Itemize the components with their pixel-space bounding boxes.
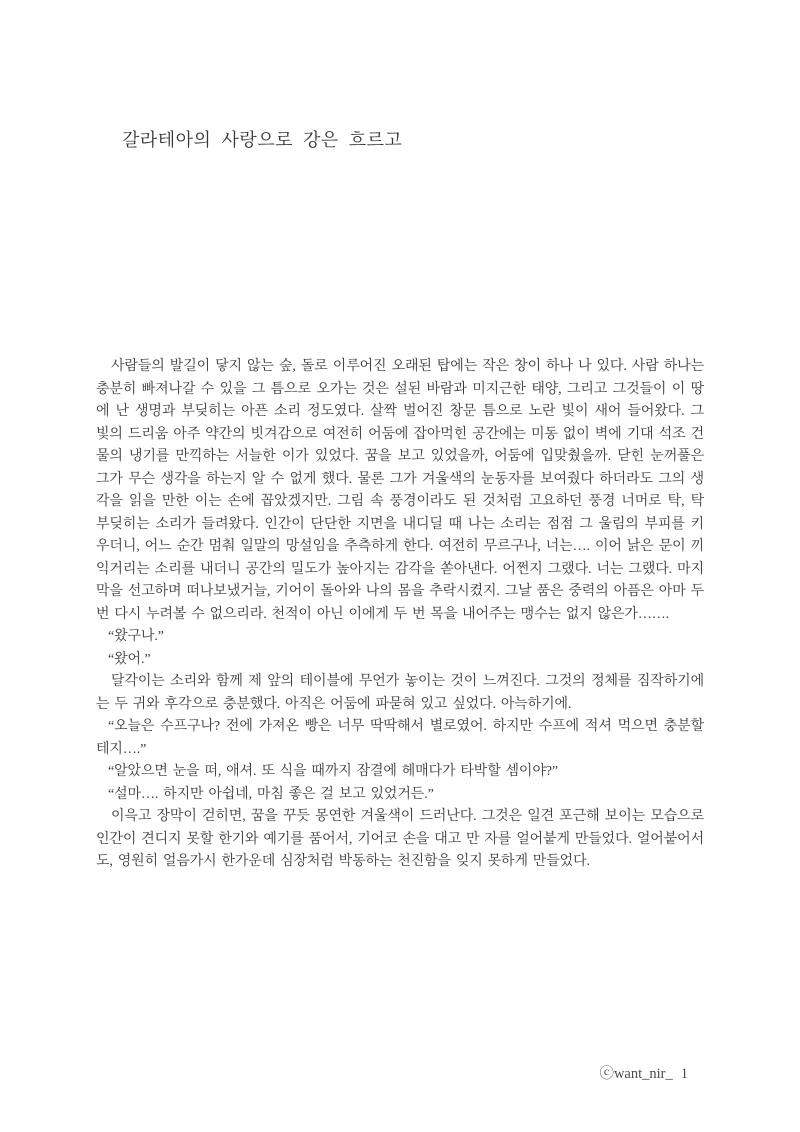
- page-number: 1: [680, 1066, 688, 1082]
- paragraph-narration: 달각이는 소리와 함께 제 앞의 테이블에 무언가 놓이는 것이 느껴진다. 그것의 정체를 짐작하기에는 두 귀와 후각으로 충분했다. 아직은 어둠에 파묻혀 있고 싶었다. 아늑하기에.: [96, 674, 704, 712]
- author-credit: ⓒwant_nir_: [599, 1066, 673, 1082]
- dialogue-line: “오늘은 수프구나? 전에 가져온 빵은 너무 딱딱해서 별로였어. 하지만 수프에 적셔 먹으면 충분할 테지….”: [96, 719, 704, 757]
- story-body: [96, 356, 704, 874]
- paragraph-narration: 사람들의 발길이 닿지 않는 숲, 돌로 이루어진 오래된 탑에는 작은 창이 하나 나 있다. 사람 하나는 충분히 빠져나갈 수 있을 그 틈으로 오가는 것은 설된 바람과 미지근한 태양, 그리고 그것들이 이 땅에 난 생명과 부딪히는 아픈 소리 정도였다. 살짝 벌어진 창문 틈으로 노란 빛이 새어 들어왔다. 그 빛의 드리움 아주 약간의 빗겨감으로 여전히 어둠에 잡아먹힌 공간에는 미동 없이 벽에 기대 석조 건물의 냉기를 만끽하는 서늘한 이가 있었다. 꿈을 보고 있었을까, 어둠에 입맞췄을까. 닫힌 눈꺼풀은 그가 무슨 생각을 하는지 알 수 없게 했다. 물론 그가 겨울색의 눈동자를 보여줬다 하더라도 그의 생각을 읽을 만한 이는 손에 꼽았겠지만. 그림 속 풍경이라도 된 것처럼 고요하던 풍경 너머로 탁, 탁 부딪히는 소리가 들려왔다. 인간이 단단한 지면을 내디딜 때 나는 소리는 점점 그 울림의 부피를 키우더니, 어느 순간 멈춰 일말의 망설임을 추측하게 한다. 여전히 무르구나, 너는…. 이어 낡은 문이 끼익거리는 소리를 내더니 공간의 밀도가 높아지는 감각을 쏟아낸다. 어쩐지 그랬다. 너는 그랬다. 마지막을 선고하며 떠나보냈거늘, 기어이 돌아와 나의 몸을 추락시켰지. 그날 품은 중력의 아픔은 아마 두 번 다시 누려볼 수 없으리라. 천적이 아닌 이에게 두 번 목을 내어주는 맹수는 없지 않은가…….: [96, 359, 704, 622]
- paragraph-narration: 이윽고 장막이 걷히면, 꿈을 꾸듯 몽연한 겨울색이 드러난다. 그것은 일견 포근해 보이는 모습으로 인간이 견디지 못할 한기와 예기를 품어서, 기어코 손을 대고 만 자를 얼어붙게 만들었다. 얼어붙어서도, 영원히 얼음가시 한가운데 심장처럼 박동하는 천진함을 잊지 못하게 만들었다.: [96, 809, 704, 869]
- dialogue-line: “왔어.”: [108, 651, 151, 667]
- dialogue-line: “알았으면 눈을 떠, 애셔. 또 식을 때까지 잠결에 헤매다가 타박할 셈이야?”: [108, 764, 559, 779]
- dialogue-line: “설마…. 하지만 아쉽네, 마침 좋은 걸 보고 있었거든.”: [108, 786, 434, 802]
- dialogue-line: “왔구나.”: [108, 629, 164, 644]
- page-title: 갈라테아의 사랑으로 강은 흐르고: [122, 130, 403, 150]
- page-footer: [599, 1062, 688, 1083]
